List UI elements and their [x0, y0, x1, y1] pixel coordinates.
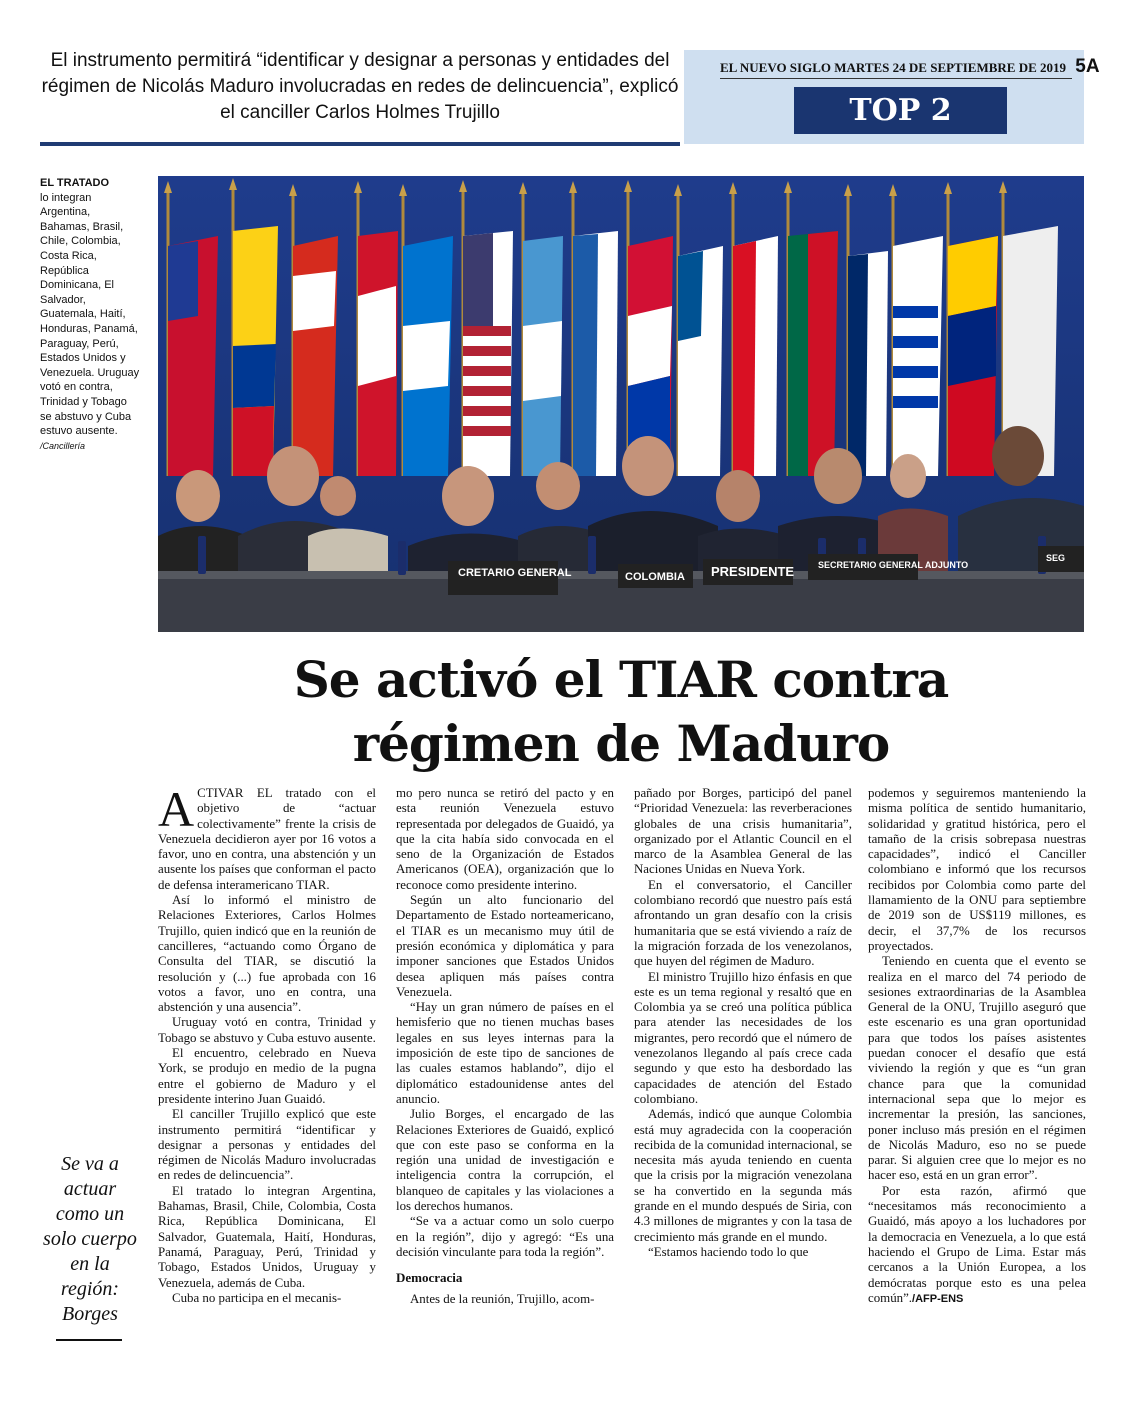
- article-paragraph: El tratado lo integran Argentina, Bahamas, Brasil, Chile, Colombia, Costa Rica, República Dominicana, El Salvador, Guatemala, Haití, Honduras, Panamá, Paraguay, Perú, Trinidad y Tobago, Estados Unidos, Uruguay y Venezuela, además de Cuba.: [158, 1183, 376, 1290]
- section-badge: TOP 2: [794, 87, 1007, 134]
- article-paragraph: ACTIVAR EL tratado con el objetivo de “actuar colectivamente” frente la crisis de Venezuela decidieron ayer por 16 votos a favor, uno en contra, una abstención y un ausente los países que conforman el pacto de defensa interamericano TIAR.: [158, 786, 376, 892]
- article-column-4: [868, 786, 1086, 1346]
- headline-line-2: régimen de Maduro: [352, 714, 890, 773]
- article-paragraph: “Estamos haciendo todo lo que: [648, 1244, 809, 1259]
- article-column-3: [634, 786, 852, 1346]
- article-paragraph: pañado por Borges, participó del panel “Prioridad Venezuela: las reverberaciones globales de una crisis humanitaria”, organizado por el Atlantic Council en el marco de la Asamblea General de las Naciones Unidas en Nueva York.: [634, 786, 852, 877]
- newspaper-name: EL NUEVO SIGLO: [720, 60, 831, 75]
- article-paragraph: Uruguay votó en contra, Trinidad y Tobago se abstuvo y Cuba estuvo ausente.: [158, 1015, 376, 1045]
- subhead: Democracia: [396, 1270, 463, 1286]
- news-photo: [158, 176, 1084, 632]
- article-paragraph: Julio Borges, el encargado de las Relaciones Exteriores de Guaidó, explicó que con este paso se conforma en la región una unidad de investigación e inteligencia contra la corrupción, el blanqueo de capitales y las violaciones a los derechos humanos.: [396, 1107, 614, 1214]
- headline: [158, 648, 1084, 776]
- article-paragraph: El canciller Trujillo explicó que este instrumento permitirá “identificar y designar a personas y entidades del régimen de Nicolás Maduro involucradas en redes de delincuencia”.: [158, 1107, 376, 1183]
- caption-heading: EL TRATADO: [40, 177, 110, 189]
- pull-quote: Se va a actuar como un solo cuerpo en la región: Borges: [43, 1153, 137, 1325]
- placard-colombia: COLOMBIA: [625, 571, 685, 583]
- article-paragraph: podemos y seguiremos manteniendo la misma política de sentido humanitario, solidaridad y gratitud histórica, pero el tamaño de la crisis sobrepasa nuestras capacidades”, indicó el Canciller colombiano e informó que los recursos recibidos por Colombia como parte del llamamiento de la ONU para septiembre de 2019 son de US$119 millones, es decir, el 37,7% de los recursos proyectados.: [868, 786, 1086, 953]
- placard-secretario-adjunto: SECRETARIO GENERAL ADJUNTO: [818, 560, 969, 570]
- article-paragraph: Así lo informó el ministro de Relaciones Exteriores, Carlos Holmes Trujillo, quien indicó que en la reunión de cancilleres, “actuando como Órgano de Consulta del TIAR, se discutió la resolución y (...) fue aprobada con 16 votos a favor, uno en contra, una abstención y una ausencia”.: [158, 893, 376, 1015]
- article-paragraph: mo pero nunca se retiró del pacto y en esta reunión Venezuela estuvo representada por delegados de Guaidó, ya que la cita había sido convocada en el seno de la Organización de Estados Americanos (OEA), organización que lo reconoce como presidente interino.: [396, 786, 614, 892]
- drop-cap: A: [158, 786, 195, 837]
- masthead-rule: [720, 78, 1072, 79]
- article-paragraph: “Se va a actuar como un solo cuerpo en la región”, dijo y agregó: “Es una decisión vinculante para toda la región”.: [396, 1214, 614, 1259]
- caption-text: lo integran Argentina, Bahamas, Brasil, Chile, Colombia, Costa Rica, República Dominicana, El Salvador, Guatemala, Haití, Honduras, Panamá, Paraguay, Perú, Estados Unidos y Venezuela. Uruguay votó en contra, Trinidad y Tobago se abstuvo y Cuba estuvo ausente.: [40, 191, 140, 438]
- pull-quote-rule: [56, 1339, 122, 1341]
- page-number: 5A: [1075, 56, 1100, 77]
- article-paragraph: Según un alto funcionario del Departamento de Estado norteamericano, el TIAR es un mecanismo muy útil de presión económica y diplomática y para imponer sanciones que Estados Unidos desea apliquen más países contra Venezuela.: [396, 893, 614, 999]
- article-paragraph: Además, indicó que aunque Colombia está muy agradecida con la cooperación recibida de la comunidad internacional, se necesita más ayuda teniendo en cuenta que la crisis por la migración venezolana se ha convertido en la segunda más grande en el mundo después de Siria, con 4.3 millones de migrantes y con la tasa de crecimiento más grande en el mundo.: [634, 1107, 852, 1244]
- placard-presidente: PRESIDENTE: [711, 564, 795, 579]
- article-column-1: [158, 786, 376, 1346]
- headline-line-1: Se activó el TIAR contra: [293, 650, 949, 709]
- article-paragraph: En el conversatorio, el Canciller colombiano recordó que nuestro país está afrontando un gran desafío con la crisis humanitaria que se está viviendo a raíz de la migración forzada de los venezolanos, que huyen del régimen de Maduro.: [634, 877, 852, 969]
- placard-secretario-general: CRETARIO GENERAL: [458, 567, 572, 579]
- article-column-2: [396, 786, 614, 1346]
- article-paragraph: Antes de la reunión, Trujillo, acom-: [410, 1291, 595, 1306]
- article-paragraph: Cuba no participa en el mecanis-: [172, 1290, 342, 1305]
- placard-seg: SEG: [1046, 553, 1066, 563]
- article-paragraph: Teniendo en cuenta que el evento se realiza en el marco del 74 periodo de sesiones extraordinarias de la Asamblea General de la ONU, Trujillo aseguró que este escenario es una gran oportunidad para que todos los países asistentes puedan conocer el desafío que está viviendo la región y que es “un gran chance para que la comunidad internacional sepa que lo mejor es incrementar la presión, las sanciones, poner incluso más presión en el régimen de Nicolás Maduro, eso no se puede parar. Si alguien cree que lo mejor es no hacer eso, está en un gran error”.: [868, 954, 1086, 1183]
- issue-date: MARTES 24 DE SEPTIEMBRE DE 2019: [834, 60, 1067, 75]
- deck-rule: [40, 142, 680, 146]
- photo-credit: /Cancillería: [40, 440, 86, 451]
- article-paragraph: El ministro Trujillo hizo énfasis en que este es un tema regional y resaltó que en Colombia ya se creó una política pública para atender las necesidades de los migrantes, pero recordó que el número de venezolanos llegando al país crece cada segundo y que esto ha desbordado las capacidades de atención del Estado colombiano.: [634, 969, 852, 1106]
- article-paragraph: Por esta razón, afirmó que “necesitamos más reconocimiento a Guaidó, más apoyo a los luchadores por la democracia en Venezuela, a lo que está haciendo el Grupo de Lima. Estar más cercanos a la Unión Europea, a los demócratas porque esto es una pelea común”./AFP-ENS: [868, 1183, 1086, 1305]
- masthead-line: [720, 56, 1100, 78]
- article-paragraph: El encuentro, celebrado en Nueva York, se produjo en medio de la pugna entre el gobierno de Maduro y el presidente interino Juan Guaidó.: [158, 1046, 376, 1106]
- deck-summary: El instrumento permitirá “identificar y designar a personas y entidades del régimen de Nicolás Maduro involucradas en redes de delincuencia”, explicó el canciller Carlos Holmes Trujillo: [41, 50, 679, 123]
- byline-signature: /AFP-ENS: [912, 1292, 964, 1305]
- article-paragraph: “Hay un gran número de países en el hemisferio que no tienen muchas bases legales en sus leyes internas para la imposición de este tipo de sanciones de las cuales estamos hablando”, dijo el diplomático estadounidense antes del anuncio.: [396, 1000, 614, 1106]
- photo-caption: [40, 176, 140, 453]
